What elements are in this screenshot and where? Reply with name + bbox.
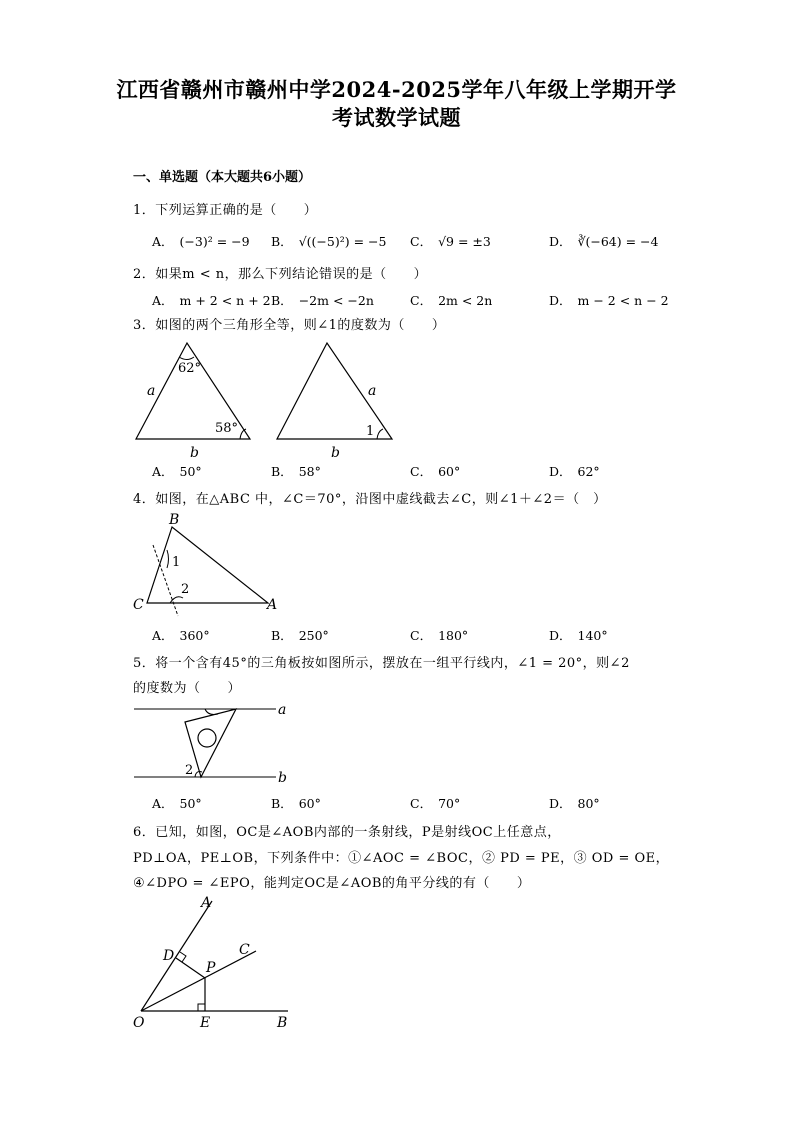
question-2-option-c [410, 291, 492, 309]
label-angle-1: 1 [172, 555, 181, 570]
option-label: B． [271, 796, 293, 811]
option-label: D． [549, 293, 572, 308]
triangle-abc [147, 527, 268, 603]
label-vertex-c: C [133, 597, 144, 613]
label-side-a-right: a [368, 383, 377, 399]
set-square-hole [198, 729, 216, 747]
section-heading: 一、单选题（本大题共6小题） [133, 170, 312, 185]
question-2-option-b [271, 291, 374, 309]
label-vertex-a: A [267, 597, 278, 613]
segment-pd [176, 958, 205, 978]
question-4-option-a [152, 626, 210, 644]
question-5-option-c [410, 794, 460, 812]
option-text: 250° [298, 628, 329, 643]
label-point-o: O [133, 1015, 145, 1031]
option-label: A． [152, 796, 174, 811]
angle-arc-top [179, 357, 194, 360]
question-3-figure [130, 335, 430, 460]
label-vertex-b: B [169, 512, 180, 528]
option-label: D． [549, 234, 572, 249]
label-point-b: B [277, 1015, 288, 1031]
label-side-a-left: a [147, 383, 156, 399]
label-point-p: P [206, 960, 216, 976]
option-label: B． [271, 628, 293, 643]
ray-oc [141, 951, 256, 1011]
label-line-b: b [278, 770, 287, 786]
option-label: A． [152, 628, 174, 643]
option-text: 140° [577, 628, 608, 643]
option-text: √9 = ±3 [438, 234, 491, 249]
option-label: C． [410, 464, 433, 479]
option-label: B． [271, 234, 293, 249]
label-line-a: a [278, 702, 287, 718]
option-text: 360° [179, 628, 210, 643]
label-point-a: A [201, 895, 212, 911]
option-text: m + 2 < n + 2 [179, 293, 271, 308]
question-6-figure [130, 893, 305, 1033]
label-point-c: C [239, 942, 250, 958]
option-label: A． [152, 234, 174, 249]
exam-title-line2: 考试数学试题 [332, 105, 461, 130]
option-text: 60° [298, 796, 321, 811]
question-3-option-a [152, 462, 202, 480]
question-3-stem: 3．如图的两个三角形全等，则∠1的度数为（ ） [133, 318, 446, 333]
question-2-option-a [152, 291, 271, 309]
option-text: 50° [179, 796, 202, 811]
question-4-option-c [410, 626, 468, 644]
question-5-figure [130, 698, 300, 788]
right-angle-mark-d [180, 952, 186, 962]
option-label: C． [410, 796, 433, 811]
option-text: 70° [438, 796, 461, 811]
option-text: m − 2 < n − 2 [577, 293, 669, 308]
label-angle-58: 58° [215, 421, 239, 436]
question-6-stem: 6．已知，如图，OC是∠AOB内部的一条射线，P是射线OC上任意点， [133, 825, 561, 840]
question-1-option-a [152, 232, 250, 250]
question-5-stem: 5．将一个含有45°的三角板按如图所示，摆放在一组平行线内，∠1 = 20°，则∠2 [133, 656, 630, 671]
question-3-option-b [271, 462, 321, 480]
label-angle-2: 2 [181, 582, 190, 597]
label-point-e: E [200, 1015, 211, 1031]
question-5-option-b [271, 794, 321, 812]
option-label: B． [271, 293, 293, 308]
option-text: 80° [577, 796, 600, 811]
option-text: 60° [438, 464, 461, 479]
option-label: D． [549, 464, 572, 479]
question-1-option-b [271, 232, 386, 250]
question-1-stem: 1．下列运算正确的是（ ） [133, 203, 318, 218]
option-text: 180° [438, 628, 469, 643]
option-label: C． [410, 293, 433, 308]
question-3-option-c [410, 462, 460, 480]
option-label: D． [549, 628, 572, 643]
right-angle-mark-e [198, 1004, 205, 1011]
question-4-option-d [549, 626, 608, 644]
question-6-stem-3: ④∠DPO = ∠EPO，能判定OC是∠AOB的角平分线的有（ ） [133, 876, 531, 891]
option-label: C． [410, 628, 433, 643]
option-text: ∛(−64) = −4 [577, 234, 659, 249]
option-text: 62° [577, 464, 600, 479]
question-4-option-b [271, 626, 329, 644]
question-1-option-c [410, 232, 491, 250]
question-2-stem: 2．如果m < n，那么下列结论错误的是（ ） [133, 267, 428, 282]
question-2-option-d [549, 291, 669, 309]
option-label: D． [549, 796, 572, 811]
angle-arc-1 [377, 429, 383, 439]
label-angle-62: 62° [178, 361, 202, 376]
option-text: (−3)² = −9 [179, 234, 250, 249]
question-1-option-d [549, 232, 658, 250]
option-text: √((−5)²) = −5 [298, 234, 387, 249]
question-6-stem-2: PD⊥OA，PE⊥OB，下列条件中：①∠AOC = ∠BOC，② PD = PE，③ OD = OE， [133, 851, 670, 866]
option-text: 50° [179, 464, 202, 479]
angle-arc-1 [167, 550, 169, 568]
exam-title-line1: 江西省赣州市赣州中学2024-2025学年八年级上学期开学 [116, 77, 677, 102]
question-5-option-a [152, 794, 202, 812]
option-label: C． [410, 234, 433, 249]
option-text: 58° [298, 464, 321, 479]
question-3-option-d [549, 462, 600, 480]
question-5-stem-2: 的度数为（ ） [133, 681, 242, 696]
option-label: A． [152, 293, 174, 308]
option-text: 2m < 2n [438, 293, 493, 308]
ray-oa [141, 901, 212, 1011]
question-4-stem: 4．如图，在△ABC 中，∠C＝70°，沿图中虚线截去∠C，则∠1＋∠2＝（ ） [133, 492, 607, 507]
question-5-option-d [549, 794, 600, 812]
option-label: B． [271, 464, 293, 479]
label-side-b-left: b [190, 445, 199, 461]
label-angle-1: 1 [366, 424, 375, 439]
label-point-d: D [163, 948, 175, 964]
label-side-b-right: b [331, 445, 340, 461]
option-label: A． [152, 464, 174, 479]
option-text: −2m < −2n [298, 293, 374, 308]
question-4-figure [130, 510, 290, 615]
label-angle-2: 2 [185, 763, 194, 778]
